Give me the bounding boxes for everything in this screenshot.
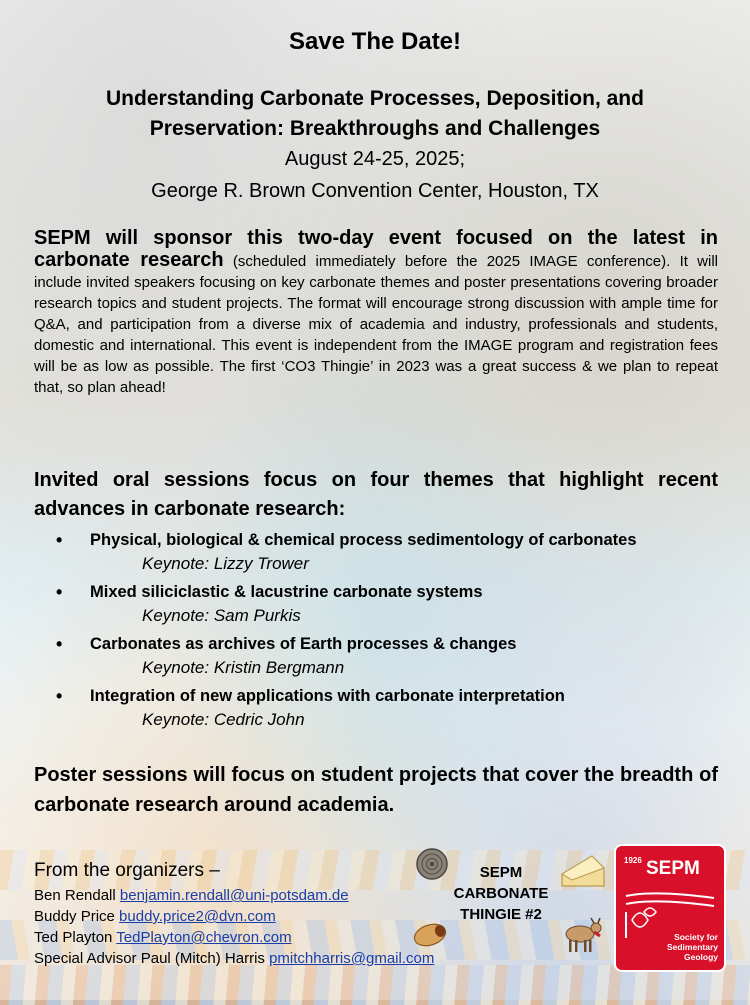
organizer-name: Ben Rendall <box>34 887 120 904</box>
save-the-date-heading: Save The Date! <box>288 28 462 55</box>
thingie-line2: CARBONATE <box>453 885 549 902</box>
organizer-email-link[interactable]: TedPlayton@chevron.com <box>116 929 292 946</box>
theme-title: Carbonates as archives of Earth processes & changes <box>90 635 517 653</box>
theme-keynote: Keynote: Sam Purkis <box>142 606 301 625</box>
theme-title: Integration of new applications with carbonate interpretation <box>90 687 565 705</box>
burrito-icon <box>412 922 448 948</box>
ammonite-fossil-icon <box>416 848 448 880</box>
thingie-label <box>446 862 556 925</box>
intro-lead: SEPM will sponsor this two-day event focused on the latest in carbonate research <box>34 227 718 271</box>
cheese-wedge-icon <box>560 854 606 890</box>
bullet-icon: • <box>56 530 63 550</box>
bullet-icon: • <box>56 582 63 602</box>
theme-item <box>56 580 736 628</box>
theme-keynote: Keynote: Kristin Bergmann <box>142 658 345 677</box>
event-date: August 24-25, 2025; <box>284 148 466 170</box>
thingie-line3: THINGIE #2 <box>460 906 542 923</box>
bullet-icon: • <box>56 634 63 654</box>
logo-year: 1926 <box>624 856 642 865</box>
event-title-line1: Understanding Carbonate Processes, Deposition, and <box>106 87 644 110</box>
poster-sessions-text: Poster sessions will focus on student projects that cover the breadth of carbonate research around academia. <box>34 764 718 816</box>
organizer-email-link[interactable]: buddy.price2@dvn.com <box>119 908 276 925</box>
logo-society <box>652 932 718 962</box>
theme-keynote: Keynote: Cedric John <box>142 710 305 729</box>
event-venue: George R. Brown Convention Center, Houston, TX <box>151 180 599 202</box>
logo-name: SEPM <box>646 858 700 879</box>
intro-paragraph <box>34 228 718 398</box>
bullet-icon: • <box>56 686 63 706</box>
theme-title: Physical, biological & chemical process sedimentology of carbonates <box>90 531 637 549</box>
intro-body: (scheduled immediately before the 2025 IMAGE conference). It will include invited speakers focusing on key carbonate themes and poster presentations covering broader research topics and student projects. The format will encourage strong discussion with ample time for Q&A, and participation from a diverse mix of academia and industry, professionals and students, domestic and international. This event is independent from the IMAGE program and registration fees will be as low as possible. The first ‘CO3 Thingie’ in 2023 was a great success & we plan to repeat that, so plan ahead! <box>34 253 718 396</box>
themes-list <box>56 528 736 736</box>
sepm-logo <box>616 846 724 970</box>
event-title <box>30 84 720 144</box>
oral-sessions-heading: Invited oral sessions focus on four themes that highlight recent advances in carbonate research: <box>34 469 718 520</box>
organizer-name: Special Advisor Paul (Mitch) Harris <box>34 950 270 967</box>
theme-title: Mixed siliciclastic & lacustrine carbonate systems <box>90 583 483 601</box>
theme-item <box>56 528 736 576</box>
theme-item <box>56 684 736 732</box>
theme-keynote: Keynote: Lizzy Trower <box>142 554 309 573</box>
organizer-name: Buddy Price <box>34 908 120 925</box>
organizer-name: Ted Playton <box>34 929 117 946</box>
organizers-heading: From the organizers – <box>34 860 220 881</box>
event-title-line2: Preservation: Breakthroughs and Challenges <box>149 117 601 140</box>
theme-item <box>56 632 736 680</box>
goat-icon <box>560 916 604 956</box>
organizer-email-link[interactable]: benjamin.rendall@uni-potsdam.de <box>119 887 349 904</box>
organizer-row <box>34 948 514 969</box>
organizer-row <box>34 885 514 906</box>
logo-society-line2: Sedimentary Geology <box>666 942 718 962</box>
logo-society-line1: Society for <box>674 932 718 942</box>
organizer-email-link[interactable]: pmitchharris@gmail.com <box>269 950 435 967</box>
thingie-line1: SEPM <box>479 864 523 881</box>
